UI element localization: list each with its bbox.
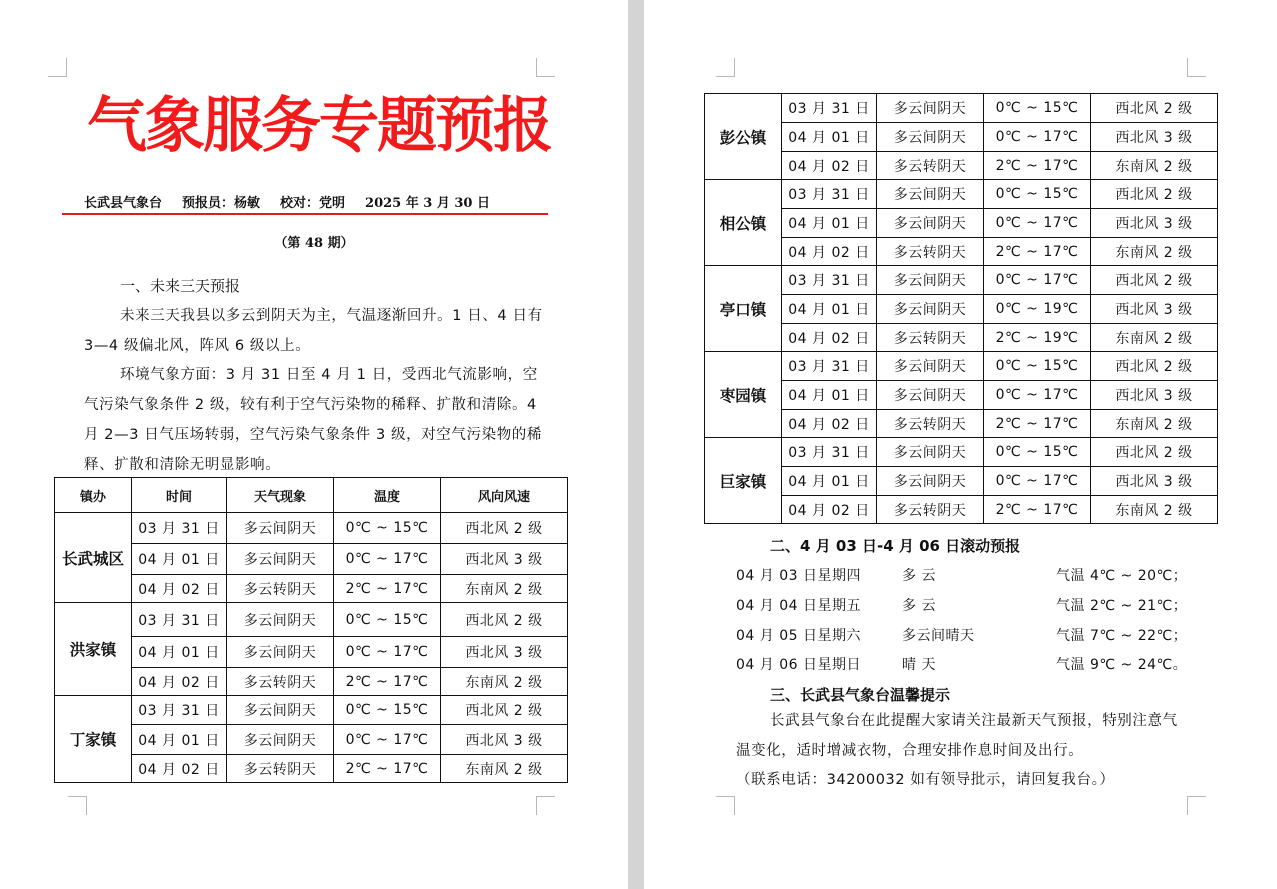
weather-cell: 多云转阴天 bbox=[877, 324, 984, 352]
wind-cell: 东南风 2 级 bbox=[441, 575, 568, 603]
byline-date: 2025 年 3 月 30 日 bbox=[365, 196, 490, 211]
wind-cell: 西北风 3 级 bbox=[441, 725, 568, 755]
weather-cell: 多云间阴天 bbox=[877, 438, 984, 467]
temperature-cell: 0℃ ~ 17℃ bbox=[334, 544, 441, 575]
wind-cell: 西北风 3 级 bbox=[1091, 123, 1218, 152]
wind-cell: 西北风 2 级 bbox=[1091, 438, 1218, 467]
wind-cell: 西北风 3 级 bbox=[441, 544, 568, 575]
rolling-date: 04 月 05 日星期六 bbox=[736, 628, 861, 644]
section2-heading: 二、4 月 03 日-4 月 06 日滚动预报 bbox=[770, 537, 1021, 555]
header-time: 时间 bbox=[132, 478, 227, 513]
table-row bbox=[55, 544, 568, 575]
rolling-temp: 气温 4℃ ~ 20℃； bbox=[1056, 568, 1188, 584]
crop-mark bbox=[48, 58, 67, 77]
rolling-date: 04 月 04 日星期五 bbox=[736, 598, 861, 614]
weather-cell: 多云间阴天 bbox=[227, 696, 334, 725]
wind-cell: 东南风 2 级 bbox=[441, 668, 568, 696]
rolling-weather: 多 云 bbox=[902, 598, 936, 614]
weather-cell: 多云间阴天 bbox=[877, 295, 984, 324]
crop-mark bbox=[716, 796, 735, 815]
weather-cell: 多云间阴天 bbox=[877, 180, 984, 209]
temperature-cell: 2℃ ~ 19℃ bbox=[984, 324, 1091, 352]
rolling-date: 04 月 06 日星期日 bbox=[736, 657, 861, 673]
temperature-cell: 0℃ ~ 15℃ bbox=[984, 438, 1091, 467]
forecast-table-right bbox=[704, 93, 1218, 524]
temperature-cell: 0℃ ~ 17℃ bbox=[984, 123, 1091, 152]
date-cell: 03 月 31 日 bbox=[132, 696, 227, 725]
wind-cell: 西北风 2 级 bbox=[441, 696, 568, 725]
rolling-temp: 气温 7℃ ~ 22℃； bbox=[1056, 628, 1188, 644]
table-row bbox=[55, 575, 568, 603]
weather-cell: 多云转阴天 bbox=[877, 410, 984, 438]
crop-mark bbox=[1187, 58, 1206, 77]
weather-cell: 多云转阴天 bbox=[227, 668, 334, 696]
weather-cell: 多云间阴天 bbox=[877, 352, 984, 381]
date-cell: 04 月 02 日 bbox=[782, 410, 877, 438]
temperature-cell: 0℃ ~ 15℃ bbox=[984, 94, 1091, 123]
crop-mark bbox=[1187, 796, 1206, 815]
wind-cell: 西北风 2 级 bbox=[1091, 266, 1218, 295]
paragraph: 未来三天我县以多云到阴天为主，气温逐渐回升。1 日、4 日有 3—4 级偏北风，阵风 6 级以上。 bbox=[84, 308, 543, 354]
crop-mark bbox=[716, 58, 735, 77]
date-cell: 04 月 02 日 bbox=[782, 152, 877, 180]
date-cell: 04 月 01 日 bbox=[132, 544, 227, 575]
section3-body bbox=[736, 707, 1188, 796]
forecast-table-left bbox=[54, 477, 568, 783]
contact-line: （联系电话：34200032 如有领导批示，请回复我台。） bbox=[736, 772, 1115, 789]
temperature-cell: 0℃ ~ 15℃ bbox=[984, 180, 1091, 209]
crop-mark bbox=[536, 58, 555, 77]
wind-cell: 西北风 2 级 bbox=[1091, 180, 1218, 209]
weather-cell: 多云间阴天 bbox=[877, 381, 984, 410]
weather-cell: 多云间阴天 bbox=[227, 637, 334, 668]
date-cell: 04 月 01 日 bbox=[782, 123, 877, 152]
date-cell: 04 月 02 日 bbox=[782, 496, 877, 524]
temperature-cell: 0℃ ~ 17℃ bbox=[984, 209, 1091, 238]
rolling-weather: 多 云 bbox=[902, 568, 936, 584]
town-cell: 丁家镇 bbox=[55, 696, 132, 783]
table-row bbox=[705, 180, 1218, 209]
table-row bbox=[705, 352, 1218, 381]
header-temperature: 温度 bbox=[334, 478, 441, 513]
wind-cell: 西北风 2 级 bbox=[441, 513, 568, 544]
town-cell: 相公镇 bbox=[705, 180, 782, 266]
temperature-cell: 2℃ ~ 17℃ bbox=[984, 152, 1091, 180]
table-row bbox=[55, 513, 568, 544]
weather-cell: 多云转阴天 bbox=[227, 575, 334, 603]
temperature-cell: 2℃ ~ 17℃ bbox=[984, 496, 1091, 524]
weather-cell: 多云间阴天 bbox=[227, 544, 334, 575]
weather-cell: 多云转阴天 bbox=[227, 755, 334, 783]
table-row bbox=[705, 209, 1218, 238]
wind-cell: 东南风 2 级 bbox=[1091, 324, 1218, 352]
town-cell: 枣园镇 bbox=[705, 352, 782, 438]
temperature-cell: 0℃ ~ 15℃ bbox=[334, 603, 441, 637]
date-cell: 04 月 02 日 bbox=[782, 324, 877, 352]
date-cell: 03 月 31 日 bbox=[132, 603, 227, 637]
wind-cell: 西北风 3 级 bbox=[1091, 467, 1218, 496]
temperature-cell: 2℃ ~ 17℃ bbox=[334, 668, 441, 696]
byline bbox=[84, 192, 544, 211]
date-cell: 04 月 02 日 bbox=[782, 238, 877, 266]
weather-cell: 多云间阴天 bbox=[227, 725, 334, 755]
table-row bbox=[705, 381, 1218, 410]
temperature-cell: 0℃ ~ 17℃ bbox=[334, 637, 441, 668]
date-cell: 03 月 31 日 bbox=[782, 352, 877, 381]
document-title: 气象服务专题预报 bbox=[87, 91, 551, 161]
rolling-temp: 气温 2℃ ~ 21℃； bbox=[1056, 598, 1188, 614]
byline-forecaster: 预报员：杨敏 bbox=[182, 196, 261, 211]
date-cell: 04 月 01 日 bbox=[132, 725, 227, 755]
table-row bbox=[705, 123, 1218, 152]
temperature-cell: 2℃ ~ 17℃ bbox=[334, 755, 441, 783]
temperature-cell: 0℃ ~ 17℃ bbox=[984, 381, 1091, 410]
wind-cell: 西北风 3 级 bbox=[441, 637, 568, 668]
temperature-cell: 2℃ ~ 17℃ bbox=[334, 575, 441, 603]
table-row bbox=[55, 696, 568, 725]
town-cell: 长武城区 bbox=[55, 513, 132, 603]
town-cell: 洪家镇 bbox=[55, 603, 132, 696]
wind-cell: 西北风 3 级 bbox=[1091, 295, 1218, 324]
table-row bbox=[705, 467, 1218, 496]
date-cell: 04 月 01 日 bbox=[132, 637, 227, 668]
table-row bbox=[55, 637, 568, 668]
wind-cell: 西北风 3 级 bbox=[1091, 381, 1218, 410]
wind-cell: 东南风 2 级 bbox=[1091, 238, 1218, 266]
temperature-cell: 0℃ ~ 19℃ bbox=[984, 295, 1091, 324]
weather-cell: 多云间阴天 bbox=[877, 209, 984, 238]
wind-cell: 东南风 2 级 bbox=[1091, 410, 1218, 438]
temperature-cell: 2℃ ~ 17℃ bbox=[984, 238, 1091, 266]
weather-cell: 多云间阴天 bbox=[227, 513, 334, 544]
date-cell: 04 月 02 日 bbox=[132, 575, 227, 603]
temperature-cell: 0℃ ~ 15℃ bbox=[334, 513, 441, 544]
date-cell: 04 月 02 日 bbox=[132, 668, 227, 696]
wind-cell: 西北风 3 级 bbox=[1091, 209, 1218, 238]
table-row bbox=[705, 496, 1218, 524]
table-row bbox=[55, 725, 568, 755]
rolling-row bbox=[736, 595, 1187, 615]
header-town: 镇办 bbox=[55, 478, 132, 513]
date-cell: 04 月 01 日 bbox=[782, 381, 877, 410]
weather-cell: 多云转阴天 bbox=[877, 152, 984, 180]
weather-cell: 多云间阴天 bbox=[877, 467, 984, 496]
table-row bbox=[705, 152, 1218, 180]
section1-heading: 一、未来三天预报 bbox=[120, 277, 241, 295]
wind-cell: 西北风 2 级 bbox=[1091, 94, 1218, 123]
table-row bbox=[705, 238, 1218, 266]
tip-text: 长武县气象台在此提醒大家请关注最新天气预报，特别注意气温变化，适时增减衣物，合理安排作息时间及出行。 bbox=[736, 713, 1178, 759]
rolling-date: 04 月 03 日星期四 bbox=[736, 568, 861, 584]
date-cell: 04 月 02 日 bbox=[132, 755, 227, 783]
byline-checker: 校对：党明 bbox=[280, 196, 346, 211]
table-row bbox=[55, 755, 568, 783]
header-weather: 天气现象 bbox=[227, 478, 334, 513]
date-cell: 03 月 31 日 bbox=[782, 180, 877, 209]
temperature-cell: 0℃ ~ 17℃ bbox=[334, 725, 441, 755]
issue-number: （第 48 期） bbox=[274, 236, 354, 251]
paragraph: 环境气象方面：3 月 31 日至 4 月 1 日，受西北气流影响，空气污染气象条件 2 级，较有利于空气污染物的稀释、扩散和清除。4 月 2—3 日气压场转弱，空气污染气象条件 3 级，对空气污染物的稀释、扩散和清除无明显影响。 bbox=[84, 367, 543, 473]
weather-cell: 多云间阴天 bbox=[877, 123, 984, 152]
temperature-cell: 0℃ ~ 17℃ bbox=[984, 266, 1091, 295]
table-row bbox=[705, 94, 1218, 123]
temperature-cell: 0℃ ~ 15℃ bbox=[334, 696, 441, 725]
rolling-temp: 气温 9℃ ~ 24℃。 bbox=[1056, 657, 1188, 673]
date-cell: 03 月 31 日 bbox=[782, 266, 877, 295]
rolling-weather: 多云间晴天 bbox=[902, 628, 975, 644]
table-row bbox=[705, 410, 1218, 438]
table-row bbox=[705, 438, 1218, 467]
table-row bbox=[705, 266, 1218, 295]
weather-cell: 多云间阴天 bbox=[877, 94, 984, 123]
rolling-row bbox=[736, 565, 1187, 585]
town-cell: 亭口镇 bbox=[705, 266, 782, 352]
wind-cell: 东南风 2 级 bbox=[1091, 496, 1218, 524]
weather-cell: 多云间阴天 bbox=[227, 603, 334, 637]
wind-cell: 西北风 2 级 bbox=[1091, 352, 1218, 381]
rolling-weather: 晴 天 bbox=[902, 657, 936, 673]
weather-cell: 多云转阴天 bbox=[877, 238, 984, 266]
crop-mark bbox=[68, 796, 87, 815]
page-gutter bbox=[628, 0, 644, 889]
date-cell: 03 月 31 日 bbox=[132, 513, 227, 544]
weather-cell: 多云转阴天 bbox=[877, 496, 984, 524]
table-row bbox=[705, 295, 1218, 324]
rolling-row bbox=[736, 654, 1187, 674]
date-cell: 04 月 01 日 bbox=[782, 209, 877, 238]
red-divider bbox=[62, 213, 548, 215]
table-row bbox=[55, 603, 568, 637]
temperature-cell: 0℃ ~ 15℃ bbox=[984, 352, 1091, 381]
date-cell: 04 月 01 日 bbox=[782, 467, 877, 496]
table-row bbox=[705, 324, 1218, 352]
table-row bbox=[55, 668, 568, 696]
rolling-row bbox=[736, 625, 1187, 645]
section3-heading: 三、长武县气象台温馨提示 bbox=[770, 686, 951, 704]
weather-cell: 多云间阴天 bbox=[877, 266, 984, 295]
date-cell: 04 月 01 日 bbox=[782, 295, 877, 324]
temperature-cell: 2℃ ~ 17℃ bbox=[984, 410, 1091, 438]
town-cell: 巨家镇 bbox=[705, 438, 782, 524]
section1-body bbox=[84, 302, 544, 480]
crop-mark bbox=[536, 796, 555, 815]
date-cell: 03 月 31 日 bbox=[782, 94, 877, 123]
wind-cell: 东南风 2 级 bbox=[441, 755, 568, 783]
temperature-cell: 0℃ ~ 17℃ bbox=[984, 467, 1091, 496]
byline-org: 长武县气象台 bbox=[84, 196, 163, 211]
wind-cell: 西北风 2 级 bbox=[441, 603, 568, 637]
town-cell: 彭公镇 bbox=[705, 94, 782, 180]
wind-cell: 东南风 2 级 bbox=[1091, 152, 1218, 180]
date-cell: 03 月 31 日 bbox=[782, 438, 877, 467]
header-wind: 风向风速 bbox=[441, 478, 568, 513]
